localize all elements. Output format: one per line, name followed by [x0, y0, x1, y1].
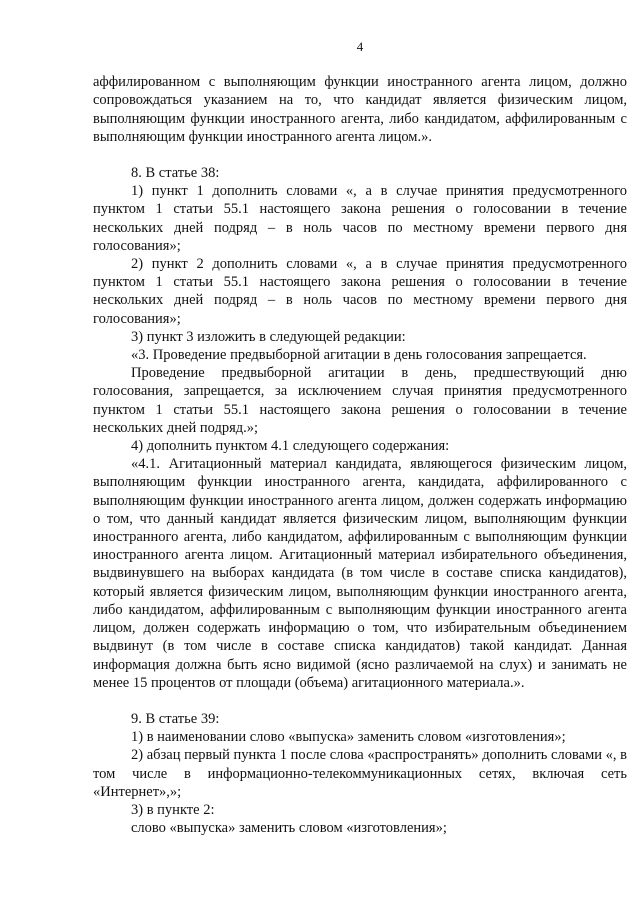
paragraph-item-4: 4) дополнить пунктом 4.1 следующего содержания:	[131, 438, 450, 455]
paragraph-quote-3-cont: Проведение предвыборной агитации в день, предшествующий дню голосования, запрещается, за исключением случая принятия предусмотренного пунктом 1 статьи 55.1 настоящего закона решения о голосовании в течение нескольких дней подряд.»;	[93, 365, 627, 436]
paragraph-quote-3: «3. Проведение предвыборной агитации в день голосования запрещается.	[131, 347, 587, 364]
document-page	[93, 38, 627, 837]
paragraph-item-2-art39: 2) абзац первый пункта 1 после слова «распространять» дополнить словами «, в том числе в информационно-телекоммуникационных сетях, включая сеть «Интернет»,»;	[93, 747, 627, 800]
paragraph-item-1-art39: 1) в наименовании слово «выпуска» заменить словом «изготовления»;	[131, 729, 566, 746]
paragraph-item-3: 3) пункт 3 изложить в следующей редакции:	[131, 328, 406, 345]
paragraph-item-3-art39: 3) в пункте 2:	[131, 801, 215, 818]
paragraph-gap	[93, 146, 627, 164]
paragraph-subitem-art39: слово «выпуска» заменить словом «изготовления»;	[131, 820, 447, 837]
paragraph-item-1: 1) пункт 1 дополнить словами «, а в случае принятия предусмотренного пунктом 1 статьи 55.1 настоящего закона решения о голосовании в течение нескольких дней подряд – в ноль часов по местному времени первого дня голосования»;	[93, 183, 627, 254]
section-heading-article-38: 8. В статье 38:	[131, 165, 220, 182]
paragraph-gap	[93, 692, 627, 710]
paragraph-quote-4-1: «4.1. Агитационный материал кандидата, являющегося физическим лицом, выполняющим функции иностранного агента, кандидата, аффилированного с выполняющим функции иностранного агента лицом, должен содержать информацию о том, что данный кандидат является физическим лицом, выполняющим функции иностранного агента, либо кандидатом, аффилированным с выполняющим функции иностранного агента лицом. Агитационный материал избирательного объединения, выдвинувшего на выборах кандидата (в том числе в составе списка кандидатов), который является физическим лицом, выполняющим функции иностранного агента, либо кандидатом, аффилированным с выполняющим функции иностранного агента лицом, должен содержать информацию о том, что избирательным объединением выдвинут (в том числе в составе списка кандидатов) такой кандидат. Данная информация должна быть ясно видимой (ясно различаемой на слух) и занимать не менее 15 процентов от площади (объема) агитационного материала.».	[93, 456, 627, 691]
paragraph-item-2: 2) пункт 2 дополнить словами «, а в случае принятия предусмотренного пунктом 1 статьи 55.1 настоящего закона решения о голосовании в течение нескольких дней подряд – в ноль часов по местному времени первого дня голосования»;	[93, 256, 627, 327]
paragraph-continuation: аффилированном с выполняющим функции иностранного агента лицом, должно сопровождаться указанием на то, что кандидат является физическим лицом, выполняющим функции иностранного агента, либо кандидатом, аффилированным с выполняющим функции иностранного агента лицом.».	[93, 74, 627, 145]
page-number: 4	[356, 39, 364, 54]
section-heading-article-39: 9. В статье 39:	[131, 710, 220, 727]
